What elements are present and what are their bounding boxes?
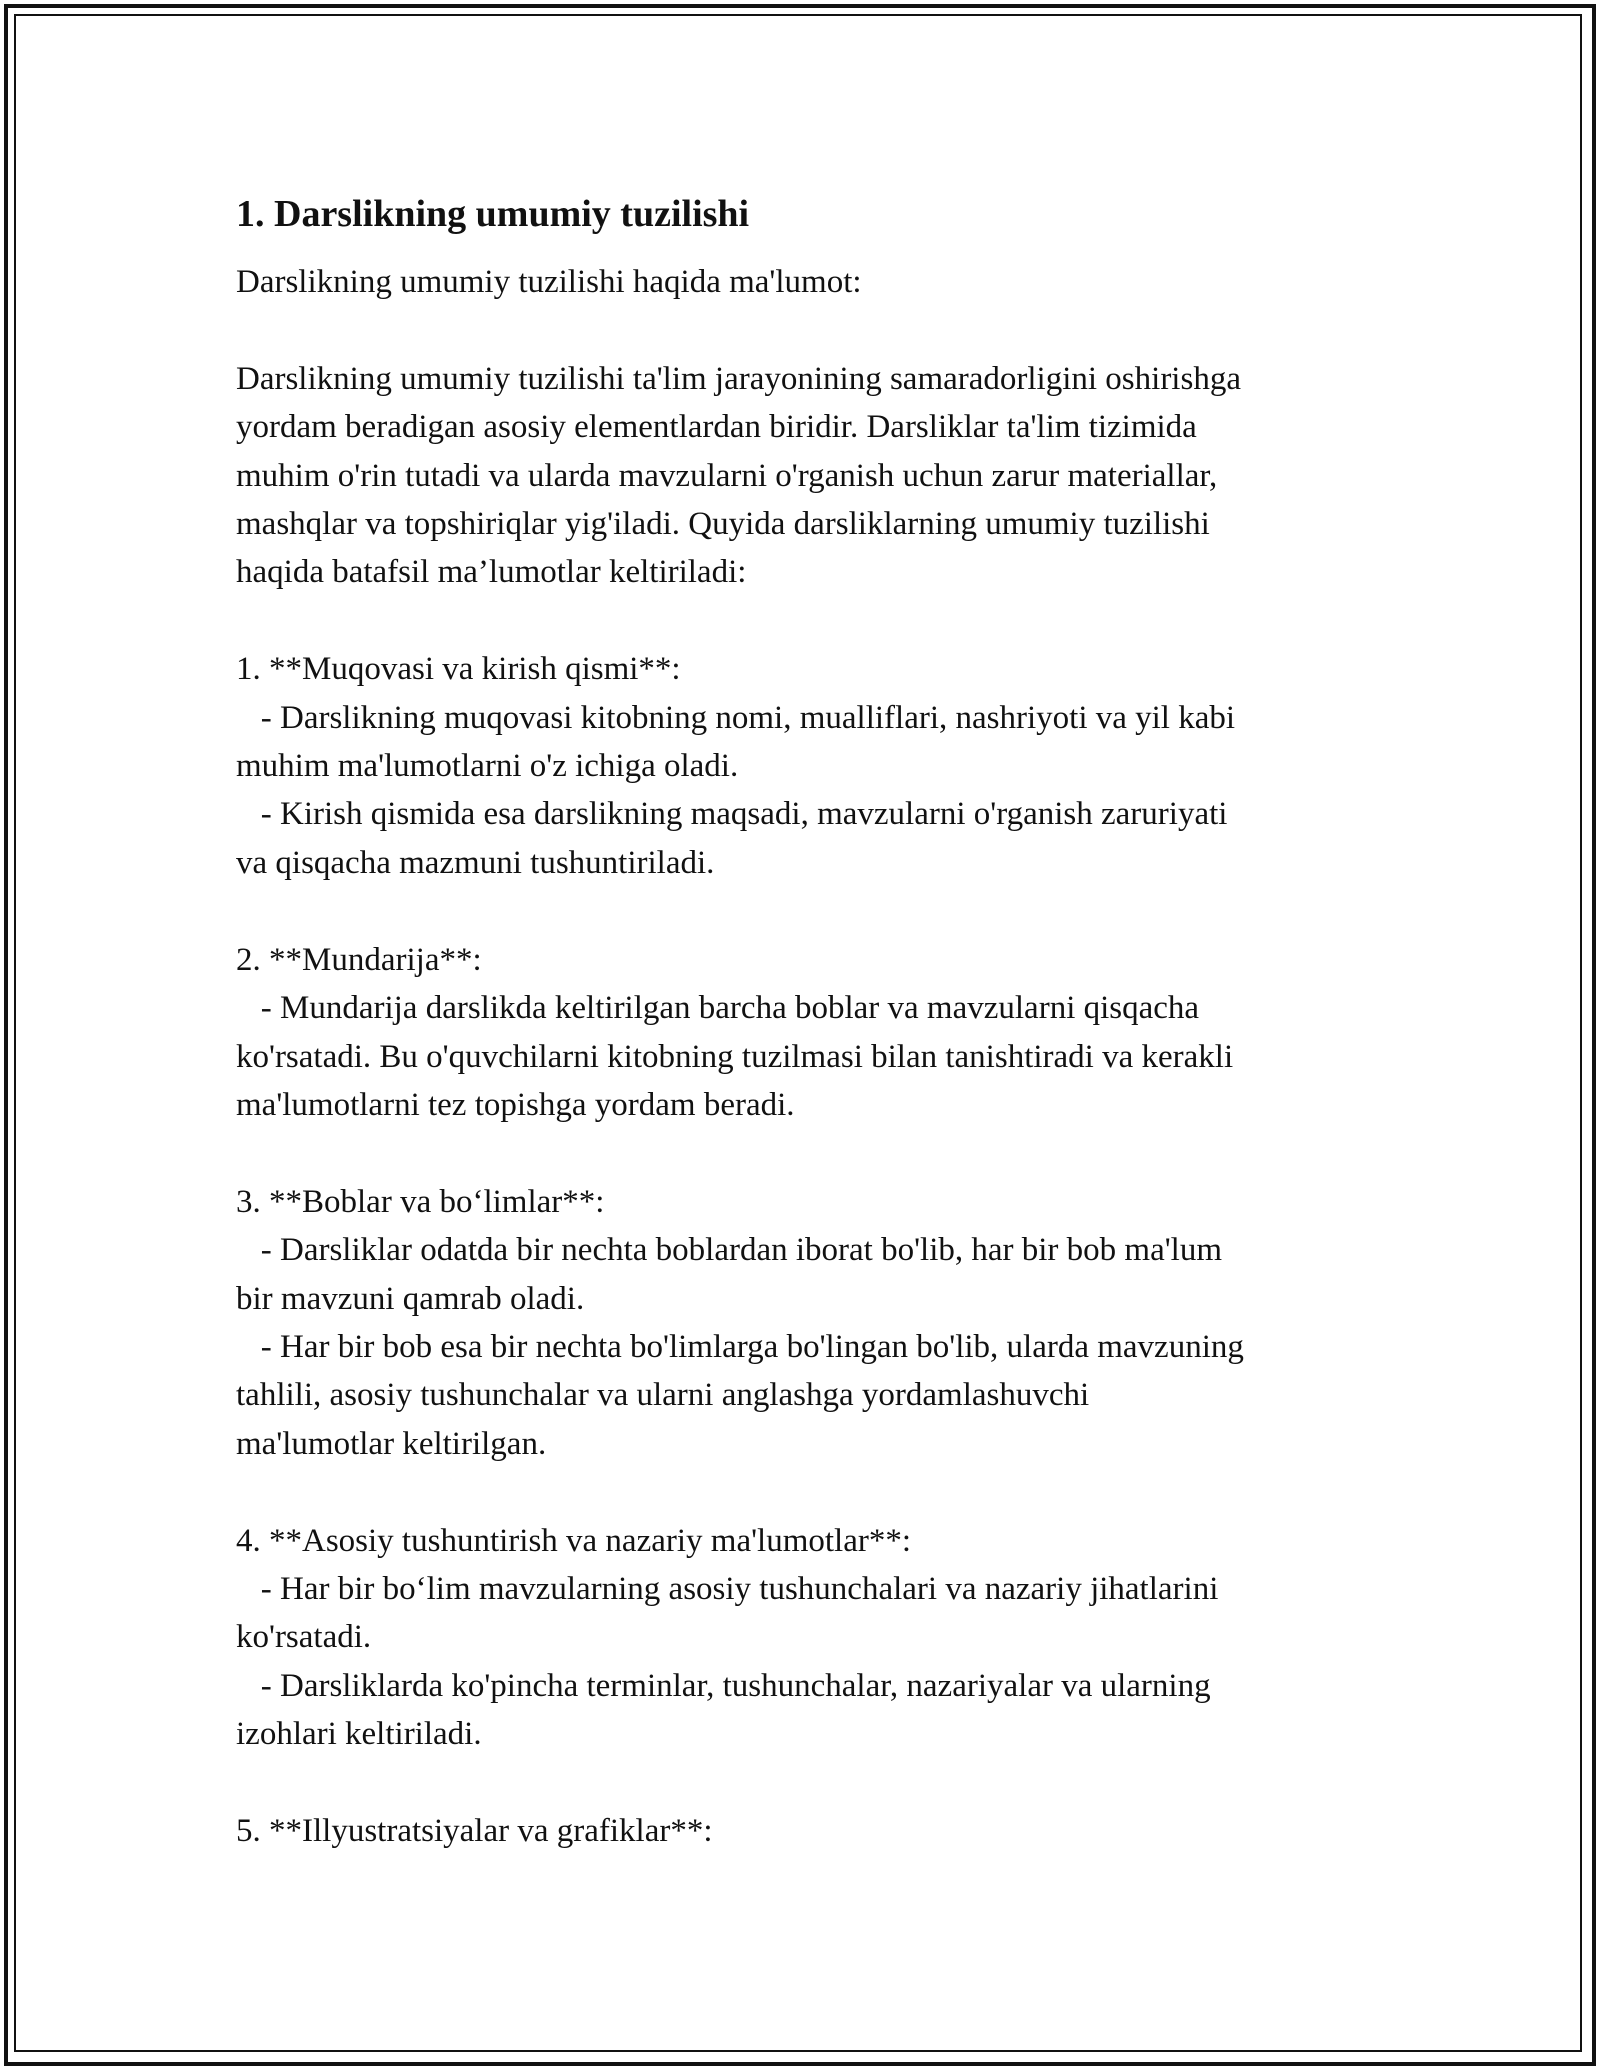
section-body-text: Darslikning umumiy tuzilishi haqida ma'lumot: Darslikning umumiy tuzilishi ta'lim jarayonining samaradorligini oshirishga yordam beradigan asosiy elementlardan biridir. Darsliklar ta'lim tizimida muhim o'rin tutadi va ularda mavzularni o'rganish uchun zarur materiallar, mashqlar va topshiriqlar yig'iladi. Quyida darsliklarning umumiy tuzilishi haqida batafsil ma’lumotlar keltiriladi: 1. **Muqovasi va kirish qismi**: - Darslikning muqovasi kitobning nomi, mualliflari, nashriyoti va yil kabi muhim ma'lumotlarni o'z ichiga oladi. - Kirish qismida esa darslikning maqsadi, mavzularni o'rganish zaruriyati va qisqacha mazmuni tushuntiriladi. 2. **Mundarija**: - Mundarija darslikda keltirilgan barcha boblar va mavzularni qisqacha ko'rsatadi. Bu o'quvchilarni kitobning tuzilmasi bilan tanishtiradi va kerakli ma'lumotlarni tez topishga yordam beradi. 3. **Boblar va bo‘limlar**: - Darsliklar odatda bir nechta boblardan iborat bo'lib, har bir bob ma'lum bir mavzuni qamrab oladi. - Har bir bob esa bir nechta bo'limlarga bo'lingan bo'lib, ularda mavzuning tahlili, asosiy tushunchalar va ularni anglashga yordamlashuvchi ma'lumotlar keltirilgan. 4. **Asosiy tushuntirish va nazariy ma'lumotlar**: - Har bir bo‘lim mavzularning asosiy tushunchalari va nazariy jihatlarini ko'rsatadi. - Darsliklarda ko'pincha terminlar, tushunchalar, nazariyalar va ularning izohlari keltiriladi. 5. **Illyustratsiyalar va grafiklar**: (236, 264, 1244, 1849)
document-content (236, 188, 1366, 1855)
section-heading: 1. Darslikning umumiy tuzilishi (236, 193, 750, 235)
